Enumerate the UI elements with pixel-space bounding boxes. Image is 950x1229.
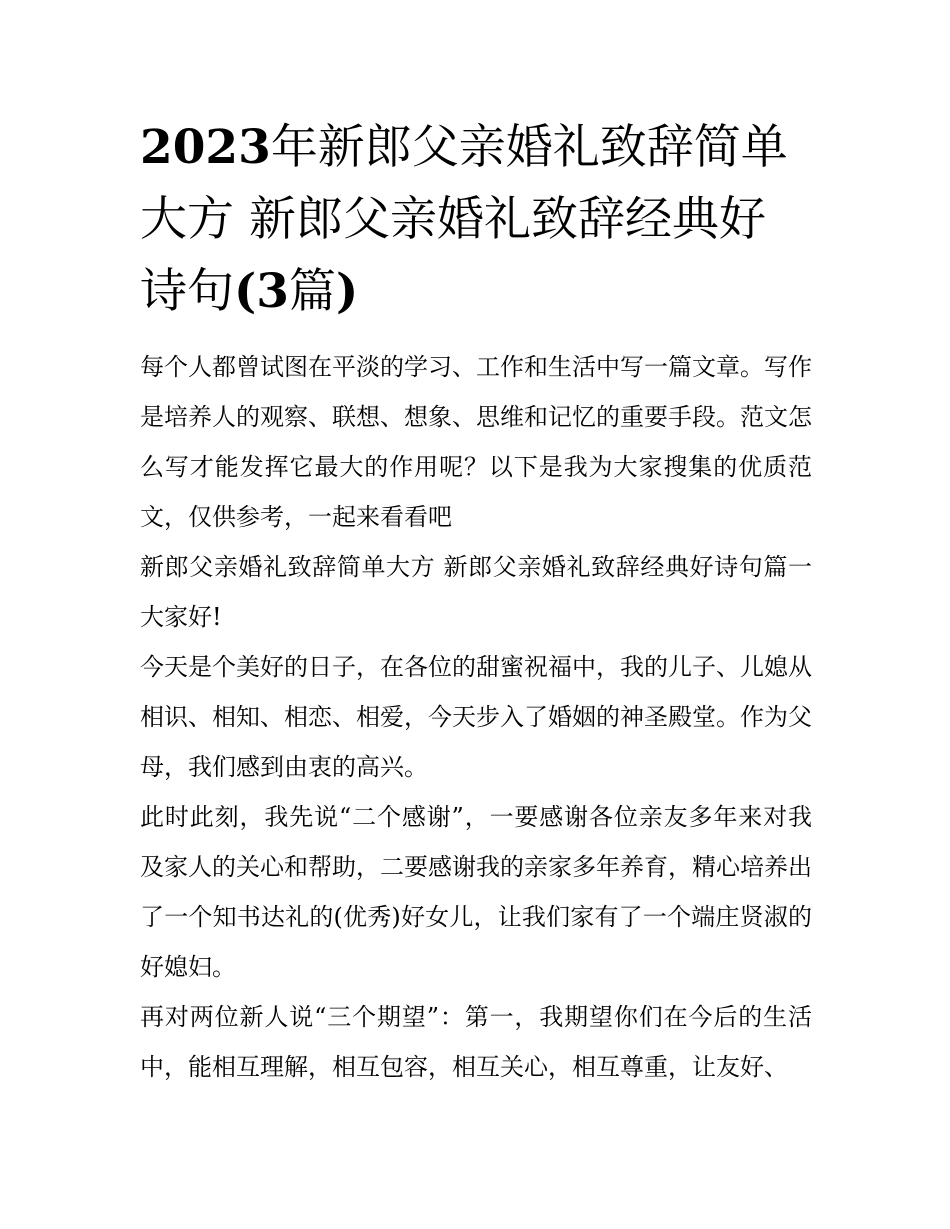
title-count-open: (3 xyxy=(234,264,289,319)
section-heading-paragraph: 新郎父亲婚礼致辞简单大方 新郎父亲婚礼致辞经典好诗句篇一 大家好! xyxy=(140,553,812,631)
document-title xyxy=(140,112,812,328)
title-count-close: ) xyxy=(335,264,359,319)
title-year: 2023 xyxy=(140,120,271,175)
document-page xyxy=(140,112,812,1092)
intro-paragraph: 每个人都曾试图在平淡的学习、工作和生活中写一篇文章。写作是培养人的观察、联想、想象、思维和记忆的重要手段。范文怎么写才能发挥它最大的作用呢？以下是我为大家搜集的优质范文，仅供参考，一起来看看吧 xyxy=(140,353,812,531)
body-paragraph: 再对两位新人说“三个期望”：第一，我期望你们在今后的生活中，能相互理解，相互包容，相互关心，相互尊重，让友好、 xyxy=(140,1003,812,1081)
title-main: 年新郎父亲婚礼致辞简单大方 新郎父亲婚礼致辞经典好诗句 xyxy=(140,120,788,319)
body-paragraph: 此时此刻，我先说“二个感谢”，一要感谢各位亲友多年来对我及家人的关心和帮助，二要感谢我的亲家多年养育，精心培养出了一个知书达礼的(优秀)好女儿，让我们家有了一个端庄贤淑的好媳妇。 xyxy=(140,803,812,981)
body-paragraph: 今天是个美好的日子，在各位的甜蜜祝福中，我的儿子、儿媳从相识、相知、相恋、相爱，今天步入了婚姻的神圣殿堂。作为父母，我们感到由衷的高兴。 xyxy=(140,653,812,781)
title-count-unit: 篇 xyxy=(288,264,336,319)
